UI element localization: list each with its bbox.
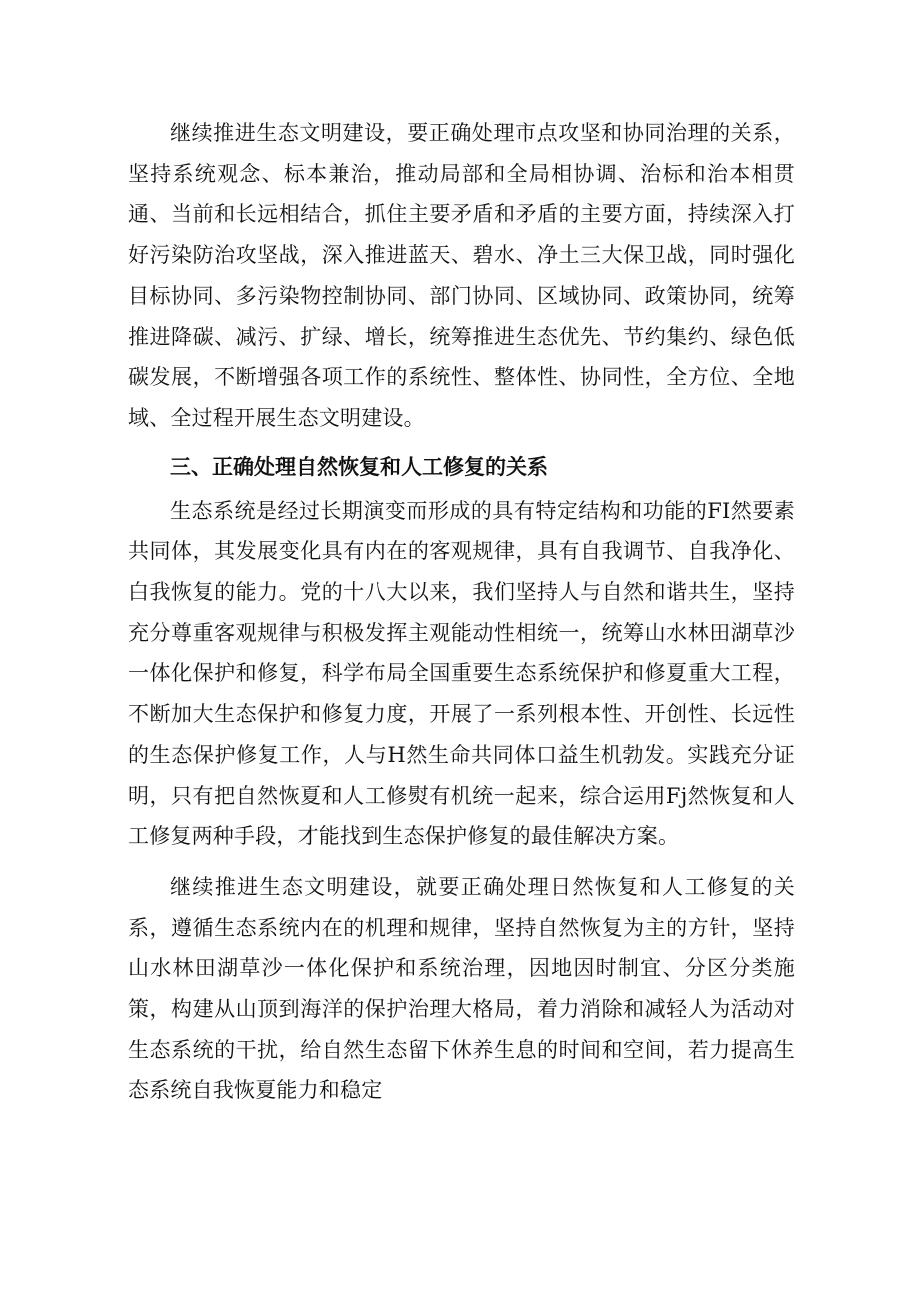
section-heading-natural-recovery: 三、正确处理自然恢复和人工修复的关系 bbox=[170, 454, 548, 479]
paragraph-continue-ecological-construction: 继续推进生态文明建设，就要正确处理日然恢复和人工修复的关系，遵循生态系统内在的机理和规律，坚持自然恢复为主的方针，坚持山水林田湖草沙一体化保护和系统治理，因地因时制宜、分区分类施策，构建从山顶到海洋的保护治理大格局，着力消除和减轻人为活动对生态系统的干扰，给自然生态留下休养生息的时间和空间，若力提高生态系统自我恢夏能力和稳定 bbox=[128, 874, 795, 1103]
paragraph-ecosystem-laws: 生态系统是经过长期演变而形成的具有特定结构和功能的FI然要素共同体，其发展变化具有内在的客观规律，具有自我调节、自我净化、白我恢复的能力。党的十八大以来，我们坚持人与自然和谐共生，坚持充分尊重客观规律与积极发挥主观能动性相统一，统筹山水林田湖草沙一体化保护和修复，科学布局全国重要生态系统保护和修夏重大工程，不断加大生态保护和修复力度，开展了一系列根本性、开创性、长远性的生态保护修复工作，人与H然生命共同体口益生机勃发。实践充分证明，只有把自然恢夏和人工修熨有机统一起来，综合运用Fj然恢复和人工修复两种手段，才能找到生态保护修复的最佳解决方案。 bbox=[128, 498, 795, 849]
paragraph-coordinated-governance: 继续推进生态文明建设，要正确处理市点攻坚和协同治理的关系，坚持系统观念、标本兼治，推动局部和全局相协调、治标和治本相贯通、当前和长远相结合，抓住主要矛盾和矛盾的主要方面，持续深入打好污染防治攻坚战，深入推进蓝天、碧水、净土三大保卫战，同时强化目标协同、多污染物控制协同、部门协同、区域协同、政策协同，统筹推进降碳、减污、扩绿、增长，统筹推进生态优先、节约集约、绿色低碳发展，不断增强各项工作的系统性、整体性、协同性，全方位、全地域、全过程开展生态文明建设。 bbox=[128, 121, 795, 430]
